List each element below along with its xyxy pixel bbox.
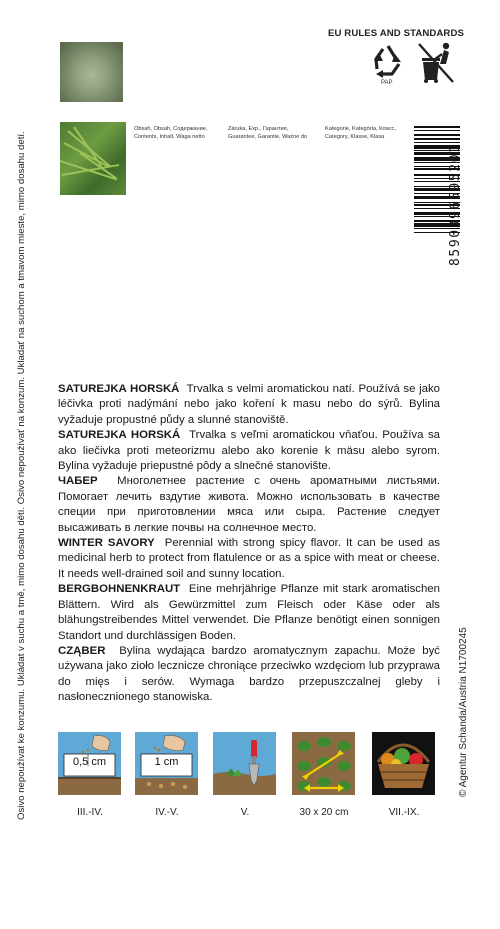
description-block — [58, 382, 440, 706]
sowing-depth-label: 0,5 cm — [72, 756, 106, 768]
description-ru — [58, 474, 440, 536]
legend-category-line2: Category, Klasse, Klasa — [325, 134, 385, 140]
heading-ru: ЧАБЕР — [58, 475, 98, 488]
planting-month-caption: V. — [240, 807, 250, 818]
legend-guarantee — [228, 125, 307, 141]
planting-trowel-icon — [213, 732, 276, 795]
legend-contents-line2: Contents, Inhalt, Waga netto — [134, 134, 205, 140]
heading-de: BERGBOHNENKRAUT — [58, 583, 181, 596]
description-en — [58, 536, 440, 582]
barcode-bar — [414, 134, 460, 135]
text-de: Eine mehrjährige Pflanze mit stark aromatischen Blättern. Wird als Gewürzmittel zum Fleisch oder Käse oder als blähungstreibendes Mittel verwendet. Die Pflanze benötigt einen sonnigen Standort und durchlässigen Boden. — [58, 583, 440, 642]
copyright-text: © Agentur Schanda/Austria N1700245 — [458, 627, 469, 797]
barcode-digits: 8590396595201 — [448, 143, 463, 266]
heading-en: WINTER SAVORY — [58, 537, 155, 550]
description-sk — [58, 428, 440, 474]
storage-note-text: Osivo nepoužívat ke konzumu. Ukládat v suchu a tmě, mimo dosahu dětí. Osivo nepoužívať na konzum. Ukladať na suchom a tmavom mieste, mimo dosahu detí. — [16, 131, 27, 820]
barcode-bar — [414, 130, 460, 131]
sowing-depth-pot-label: 1 cm — [154, 756, 179, 768]
description-cs — [58, 382, 440, 428]
harvest-basket-icon — [372, 732, 435, 795]
pap-label: PAP — [381, 80, 393, 86]
legend-guarantee-line2: Guarantee, Garantie, Ważne do — [228, 134, 308, 140]
harvest-month-caption: VII.-IX. — [388, 807, 420, 818]
text-ru: Многолетнее растение с очень ароматными листьями. Помогает лечить вздутие живота. Можно использовать в качестве специи при приготовлении мяса или сыра. Растение следует высаживать в легкие почвы на солнечное место. — [58, 475, 440, 534]
text-pl: Bylina wydająca bardzo aromatycznym zapachu. Może być używana jako zioło lecznicze chroniące przeciwko wzdęciom lub przyprawa do mięs i serów. Wymaga bardzo przepuszczalnej gleby i nasłonecznionego stanowiska. — [58, 644, 440, 704]
eu-rules-title: EU RULES AND STANDARDS — [328, 28, 464, 39]
text-sk: Trvalka s veľmi aromatickou vňaťou. Používa sa ako liečivka proti meteorizmu alebo ako korenie k mäsu alebo syrom. Bylina vyžaduje priepustné pôdy a slnečné stanovište. — [58, 429, 441, 473]
legend-contents — [134, 125, 207, 141]
description-pl — [58, 644, 440, 706]
legend-category-line1: Kategorie, Kategória, Класс, — [325, 126, 396, 132]
legend-category — [325, 125, 396, 141]
recycle-icon — [368, 40, 408, 80]
barcode-bar — [414, 138, 460, 140]
text-cs: Trvalka s velmi aromatickou natí. Používá se jako léčivka proti nadýmání nebo jako koření k masu nebo do sýrů. Bylina vyžaduje propustné půdy a slunné stanoviště. — [58, 383, 441, 426]
text-en: Perennial with strong spicy flavor. It can be used as medicinal herb to protect from flatulence or as a spice with meat or cheese. It needs well-drained soil and sunny location. — [58, 537, 440, 580]
legend-guarantee-line1: Záruka, Exp., Гарантия, — [228, 126, 289, 132]
plant-spacing-icon — [292, 732, 355, 795]
heading-sk: SATUREJKA HORSKÁ — [58, 429, 181, 442]
barcode-bar — [414, 126, 460, 128]
heading-pl: CZĄBER — [58, 644, 106, 657]
legend-contents-line1: Obsah, Obsah, Содержание, — [134, 126, 208, 132]
sowing-month-caption: III.-IV. — [77, 807, 103, 818]
left-side-text-strip — [2, 60, 52, 820]
sowing-pot-month-caption: IV.-V. — [155, 807, 179, 818]
seedling-photo — [60, 42, 123, 102]
description-de — [58, 582, 440, 644]
herb-photo — [60, 122, 126, 195]
heading-cs: SATUREJKA HORSKÁ — [58, 383, 180, 395]
no-litter-bin-icon — [416, 40, 458, 84]
sowing-depth-pot-icon — [135, 732, 198, 795]
spacing-caption: 30 x 20 cm — [299, 807, 349, 818]
sowing-depth-icon — [58, 732, 121, 795]
